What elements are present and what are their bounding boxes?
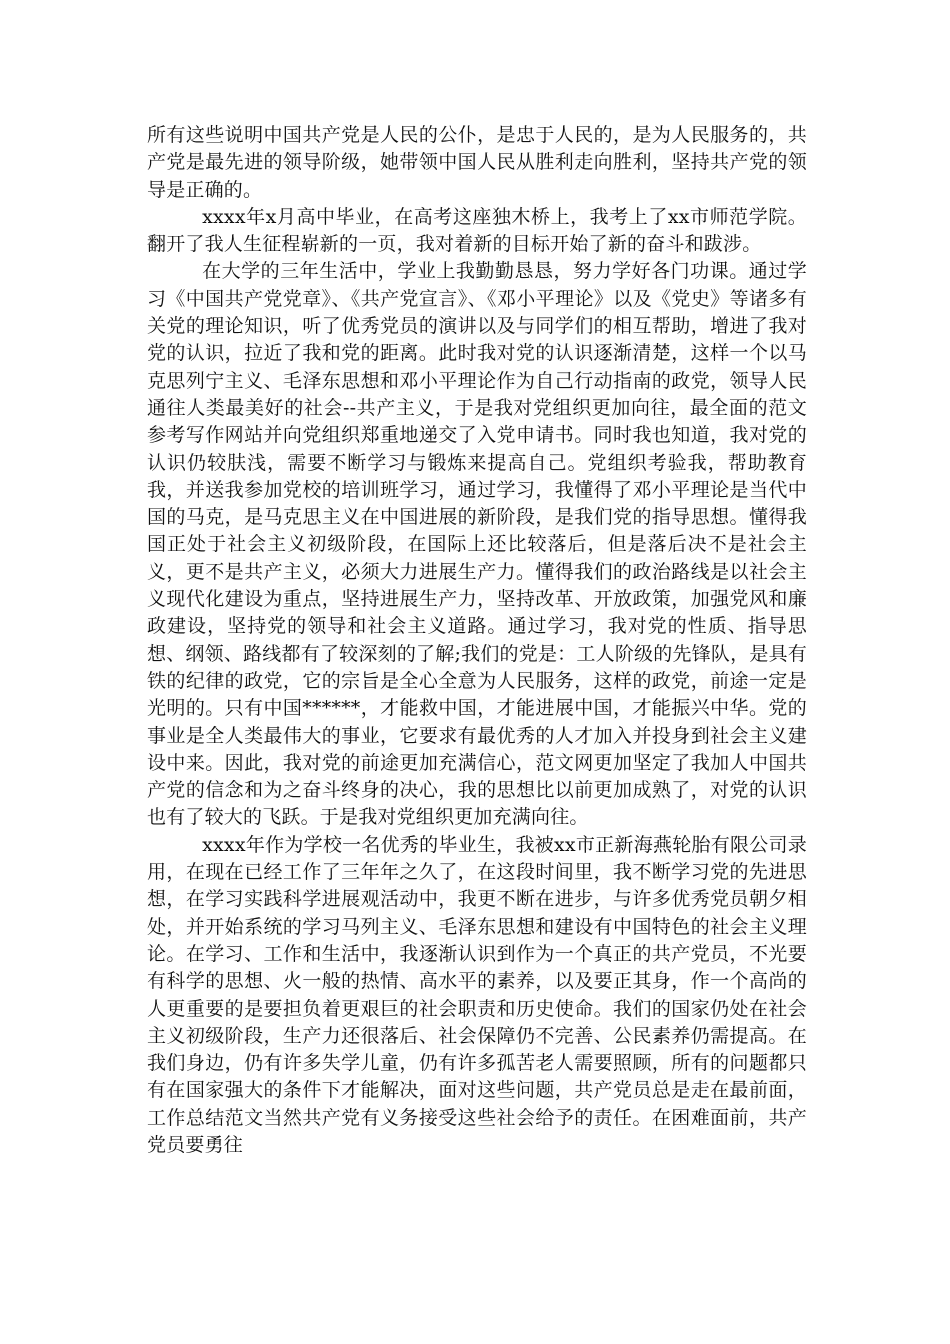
paragraph-employment: xxxx年作为学校一名优秀的毕业生，我被xx市正新海燕轮胎有限公司录用，在现在已经工作了三年年之久了，在这段时间里，我不断学习党的先进思想，在学习实践科学进展观活动中，我更不断在进步，与许多优秀党员朝夕相处，并开始系统的学习马列主义、毛泽东思想和建设有中国特色的社会主义理论。在学习、工作和生活中，我逐渐认识到作为一个真正的共产党员，不光要有科学的思想、火一般的热情、高水平的素养，以及要正其身，作一个高尚的人更重要的是要担负着更艰巨的社会职责和历史使命。我们的国家仍处在社会主义初级阶段，生产力还很落后、社会保障仍不完善、公民素养仍需提高。在我们身边，仍有许多失学儿童，仍有许多孤苦老人需要照顾，所有的问题都只有在国家强大的条件下才能解决，面对这些问题，共产党员总是走在最前面，工作总结范文当然共产党有义务接受这些社会给予的责任。在困难面前，共产党员要勇往 (147, 833, 807, 1156)
paragraph-university-life: 在大学的三年生活中，学业上我勤勤恳恳，努力学好各门功课。通过学习《中国共产党党章》、《共产党宣言》、《邓小平理论》以及《党史》等诸多有关党的理论知识，听了优秀党员的演讲以及与同学们的相互帮助，增进了我对党的认识，拉近了我和党的距离。此时我对党的认识逐渐清楚，这样一个以马克思列宁主义、毛泽东思想和邓小平理论作为自己行动指南的政党，领导人民通往人类最美好的社会--共产主义，于是我对党组织更加向往，最全面的范文参考写作网站并向党组织郑重地递交了入党申请书。同时我也知道，我对党的认识仍较肤浅，需要不断学习与锻炼来提高自己。党组织考验我，帮助教育我，并送我参加党校的培训班学习，通过学习，我懂得了邓小平理论是当代中国的马克，是马克思主义在中国进展的新阶段，是我们党的指导思想。懂得我国正处于社会主义初级阶段，在国际上还比较落后，但是落后决不是社会主义，更不是共产主义，必须大力进展生产力。懂得我们的政治路线是以社会主义现代化建设为重点，坚持进展生产力，坚持改革、开放政策，加强党风和廉政建设，坚持党的领导和社会主义道路。通过学习，我对党的性质、指导思想、纲领、路线都有了较深刻的了解;我们的党是：工人阶级的先锋队，是具有铁的纪律的政党，它的宗旨是全心全意为人民服务，这样的政党，前途一定是光明的。只有中国******，才能救中国，才能进展中国，才能振兴中华。党的事业是全人类最伟大的事业，它要求有最优秀的人才加入并投身到社会主义建设中来。因此，我对党的前途更加充满信心，范文网更加坚定了我加人中国共产党的信念和为之奋斗终身的决心，我的思想比以前更加成熟了，对党的认识也有了较大的飞跃。于是我对党组织更加充满向往。 (147, 260, 807, 829)
paragraph-continued: 所有这些说明中国共产党是人民的公仆，是忠于人民的，是为人民服务的，共产党是最先进的领导阶级，她带领中国人民从胜利走向胜利，坚持共产党的领导是正确的。 (147, 124, 807, 201)
paragraph-graduation: xxxx年x月高中毕业，在高考这座独木桥上，我考上了xx市师范学院。翻开了我人生征程崭新的一页，我对着新的目标开始了新的奋斗和跋涉。 (147, 205, 807, 256)
document-body (147, 122, 807, 1159)
